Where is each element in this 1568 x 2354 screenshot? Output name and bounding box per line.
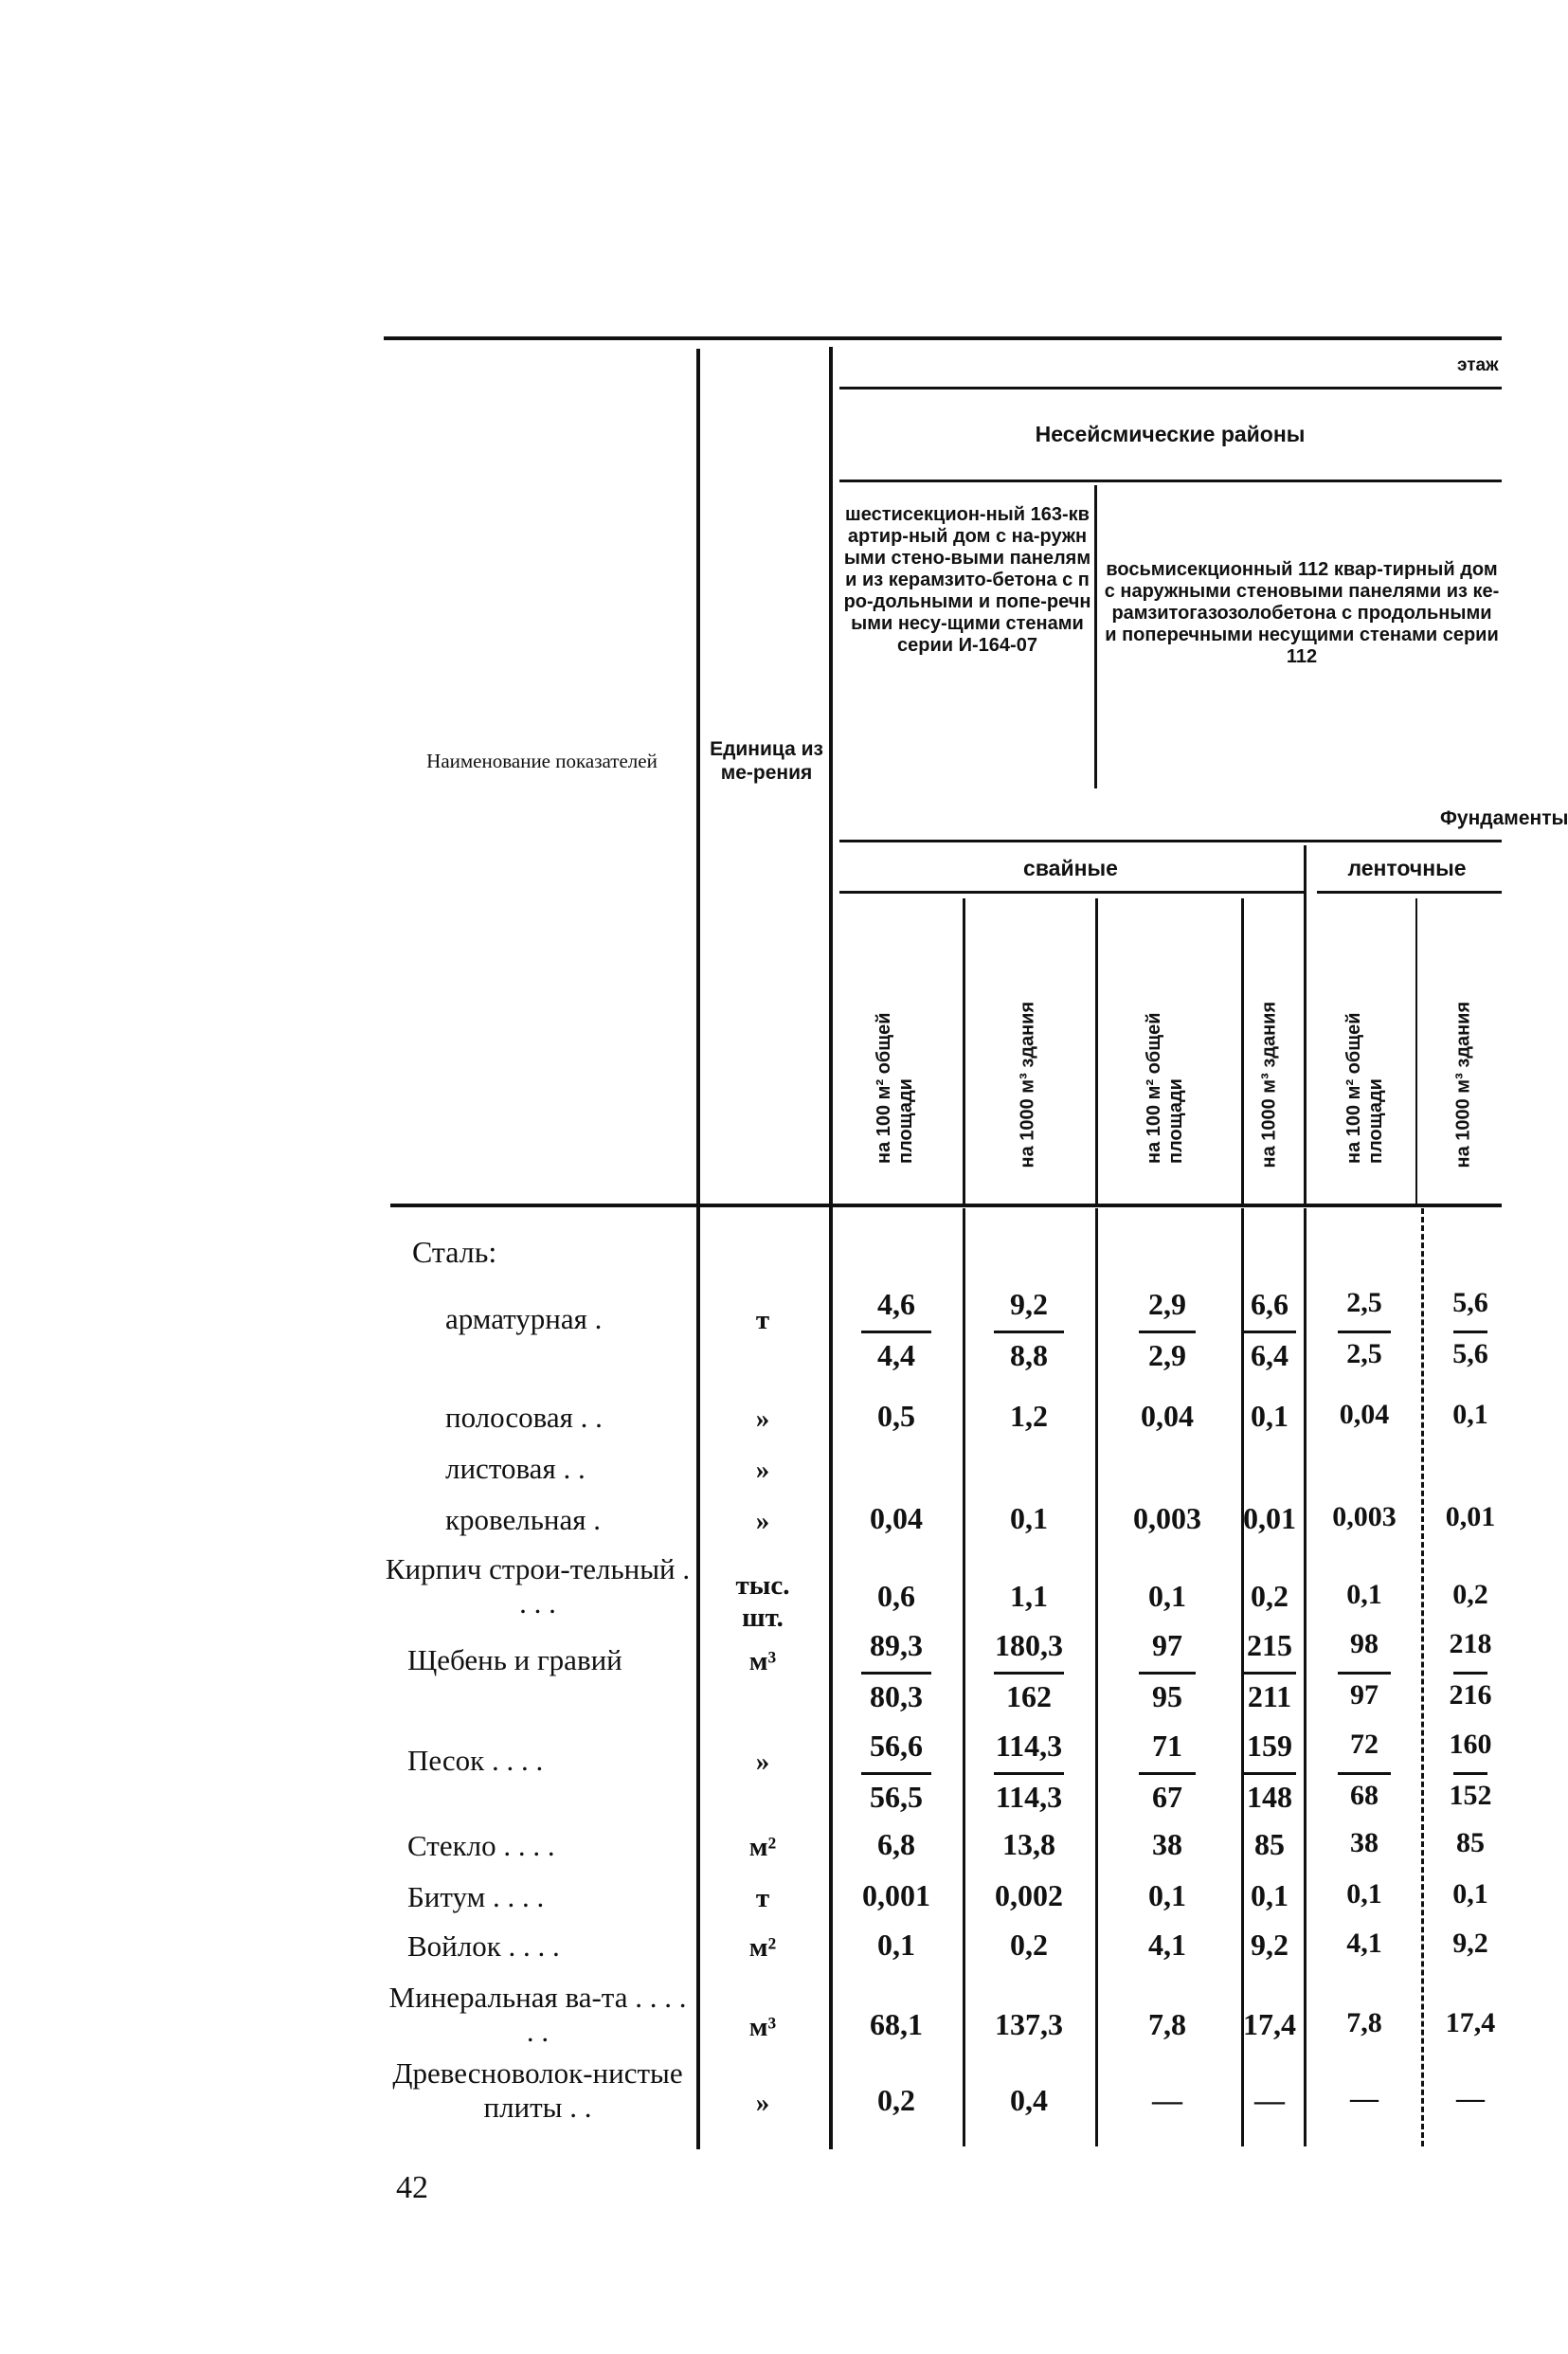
table-cell: — (1456, 2083, 1485, 2114)
row-name: листовая . . (445, 1452, 586, 1485)
rule-under-desc (839, 840, 1502, 842)
table-cell-denominator: 216 (1449, 1679, 1492, 1711)
col-unit-header: Единица изме-рения (710, 738, 823, 784)
table-cell: 0,001 (862, 1878, 930, 1912)
table-cell: 0,01 (1243, 1501, 1296, 1535)
desc-house-2: восьмисекционный 112 квар-тирный дом с наружными стеновыми панелями из ке-рамзитогазозолобетона с продольными и поперечными несущими стенами серии 112 (1104, 559, 1500, 667)
table-cell: — (1350, 2083, 1379, 2114)
table-cell: 0,1 (1452, 1878, 1488, 1910)
fraction-bar (861, 1772, 931, 1775)
table-cell: 2,5 (1346, 1287, 1382, 1318)
table-cell: 0,2 (1010, 1928, 1048, 1962)
rule-under-found-right (1317, 891, 1502, 894)
sub-divider-3 (1241, 898, 1244, 1205)
row-name: Щебень и гравий (407, 1643, 622, 1676)
table-cell: 0,4 (1010, 2083, 1048, 2117)
fraction-bar (1453, 1772, 1487, 1775)
col-unit-divider (829, 347, 833, 2149)
table-cell: 7,8 (1346, 2007, 1382, 2038)
table-cell: 0,2 (1251, 1579, 1289, 1613)
rule-under-region (839, 480, 1502, 482)
row-unit: т (755, 1883, 770, 1913)
table-cell: 218 (1449, 1628, 1492, 1659)
table-cell: 0,5 (877, 1399, 915, 1433)
row-unit: » (755, 2088, 770, 2118)
table-cell: 0,2 (877, 2083, 915, 2117)
row-name: Битум . . . . (407, 1880, 545, 1913)
table-cell: 0,1 (1346, 1878, 1382, 1910)
page-number: 42 (396, 2170, 428, 2205)
desc-divider (1094, 485, 1097, 788)
table-cell: 0,003 (1133, 1501, 1201, 1535)
table-cell-denominator: 56,5 (870, 1780, 923, 1814)
table-cell-denominator: 67 (1152, 1780, 1182, 1814)
table-cell: 4,6 (877, 1287, 915, 1321)
row-unit: » (755, 1455, 770, 1485)
table-cell-denominator: 5,6 (1452, 1338, 1488, 1369)
table-cell: 68,1 (870, 2007, 923, 2041)
table-cell: 0,002 (995, 1878, 1063, 1912)
table-cell: 17,4 (1243, 2007, 1296, 2041)
table-cell-denominator: 68 (1350, 1780, 1379, 1811)
table-cell: 0,003 (1332, 1501, 1397, 1532)
table-cell-denominator: 6,4 (1251, 1338, 1289, 1372)
table-cell: 0,1 (1148, 1878, 1186, 1912)
row-name: Минеральная ва-та . . . . . . (388, 1981, 687, 2048)
table-cell: 2,9 (1148, 1287, 1186, 1321)
rule-under-found-left (839, 891, 1304, 894)
fraction-bar (1338, 1672, 1391, 1675)
subhdr-vol-2: на 1000 м³ здания (1258, 1001, 1280, 1168)
table-cell: 38 (1350, 1827, 1379, 1858)
table-cell-denominator: 148 (1247, 1780, 1292, 1814)
row-unit: т (755, 1305, 770, 1335)
table-cell: 85 (1254, 1827, 1285, 1861)
row-name: Песок . . . . (407, 1744, 544, 1777)
table-cell: — (1152, 2083, 1182, 2117)
fraction-bar (861, 1331, 931, 1333)
table-cell: 1,1 (1010, 1579, 1048, 1613)
table-cell-denominator: 95 (1152, 1679, 1182, 1713)
table-cell: 0,04 (870, 1501, 923, 1535)
table-cell-denominator: 162 (1006, 1679, 1052, 1713)
table-cell: 0,1 (1452, 1399, 1488, 1430)
row-unit: м² (748, 1932, 777, 1963)
fraction-bar (1453, 1331, 1487, 1333)
col-name-header: Наименование показателей (426, 750, 658, 772)
table-cell: 89,3 (870, 1628, 923, 1662)
table-cell: 0,1 (1010, 1501, 1048, 1535)
body-divider-2 (1095, 1208, 1098, 2146)
fraction-bar (1139, 1331, 1196, 1333)
table-cell: 0,1 (877, 1928, 915, 1962)
table-cell: 98 (1350, 1628, 1379, 1659)
table-cell-denominator: 80,3 (870, 1679, 923, 1713)
subhdr-area-3: на 100 м² общей площади (1343, 1012, 1386, 1164)
table-cell: 180,3 (995, 1628, 1063, 1662)
row-name: Древесноволок-нистые плиты . . (392, 2056, 683, 2124)
sub-divider-4 (1415, 898, 1417, 1205)
table-cell-denominator: 152 (1449, 1780, 1492, 1811)
table-cell-denominator: 4,4 (877, 1338, 915, 1372)
fraction-bar (994, 1672, 1064, 1675)
row-unit: » (755, 1747, 770, 1777)
fraction-bar (1243, 1772, 1296, 1775)
pile-foundation-header: свайные (1023, 856, 1118, 880)
table-cell: 137,3 (995, 2007, 1063, 2041)
fraction-bar (1243, 1672, 1296, 1675)
body-divider-1 (963, 1208, 965, 2146)
table-cell: 85 (1456, 1827, 1485, 1858)
table-cell: 0,1 (1251, 1399, 1289, 1433)
table-cell: 114,3 (995, 1729, 1063, 1763)
rule-under-top (839, 387, 1502, 389)
foundation-cut-label: Фундаменты (1440, 807, 1568, 829)
sub-divider-2 (1095, 898, 1098, 1205)
table-cell: 160 (1449, 1729, 1492, 1760)
table-cell: 1,2 (1010, 1399, 1048, 1433)
table-cell: 0,6 (877, 1579, 915, 1613)
table-cell: 97 (1152, 1628, 1182, 1662)
col-name-divider (696, 349, 700, 2149)
table-cell: 17,4 (1445, 2007, 1496, 2038)
row-unit: м³ (748, 1646, 777, 1676)
fraction-bar (994, 1331, 1064, 1333)
table-cell: 0,04 (1339, 1399, 1390, 1430)
table-cell: 72 (1350, 1729, 1379, 1760)
fraction-bar (1338, 1331, 1391, 1333)
fraction-bar (1139, 1672, 1196, 1675)
header-bottom-rule (390, 1204, 1502, 1207)
table-cell-denominator: 211 (1247, 1679, 1292, 1713)
table-cell: 7,8 (1148, 2007, 1186, 2041)
row-name: Кирпич строи-тельный . . . . (385, 1552, 691, 1620)
strip-foundation-header: ленточные (1347, 856, 1467, 880)
row-name: полосовая . . (445, 1401, 603, 1434)
row-unit: тыс. шт. (735, 1570, 790, 1633)
fraction-bar (861, 1672, 931, 1675)
table-top-rule (384, 336, 1502, 340)
row-unit: » (755, 1403, 770, 1434)
table-cell: — (1254, 2083, 1285, 2117)
table-cell: 4,1 (1148, 1928, 1186, 1962)
row-unit: м² (748, 1832, 777, 1862)
top-cut-label: этаж (1457, 355, 1499, 375)
table-cell: 56,6 (870, 1729, 923, 1763)
table-cell: 215 (1247, 1628, 1292, 1662)
table-cell: 4,1 (1346, 1928, 1382, 1959)
table-cell: 5,6 (1452, 1287, 1488, 1318)
table-cell: 38 (1152, 1827, 1182, 1861)
table-cell: 71 (1152, 1729, 1182, 1763)
table-cell: 0,1 (1346, 1579, 1382, 1610)
subhdr-area-1: на 100 м² общей площади (874, 1012, 916, 1164)
table-cell: 159 (1247, 1729, 1292, 1763)
row-unit: » (755, 1506, 770, 1536)
fraction-bar (1453, 1672, 1487, 1675)
table-cell-denominator: 2,9 (1148, 1338, 1186, 1372)
fraction-bar (1139, 1772, 1196, 1775)
table-cell: 0,1 (1251, 1878, 1289, 1912)
found-divider (1304, 845, 1307, 1205)
section-steel: Сталь: (412, 1235, 497, 1269)
sub-divider-1 (963, 898, 965, 1205)
table-cell: 0,1 (1148, 1579, 1186, 1613)
row-name: Стекло . . . . (407, 1829, 555, 1862)
fraction-bar (1338, 1772, 1391, 1775)
fraction-bar (1243, 1331, 1296, 1333)
subhdr-vol-3: на 1000 м³ здания (1452, 1001, 1474, 1168)
fraction-bar (994, 1772, 1064, 1775)
row-name: Войлок . . . . (407, 1929, 560, 1963)
table-cell: 0,04 (1141, 1399, 1194, 1433)
row-name: арматурная . (445, 1302, 603, 1335)
desc-house-1: шестисекцион-ный 163-квартир-ный дом с на-ружными стено-выми панелями из керамзито-бетона с про-дольными и попе-речными несу-щими стенами серии И-164-07 (843, 504, 1091, 656)
table-cell: 9,2 (1452, 1928, 1488, 1959)
table-cell: 9,2 (1010, 1287, 1048, 1321)
row-unit: м³ (748, 2012, 777, 2042)
table-cell: 0,2 (1452, 1579, 1488, 1610)
table-cell-denominator: 114,3 (995, 1780, 1063, 1814)
row-name: кровельная . (445, 1503, 601, 1536)
table-cell: 9,2 (1251, 1928, 1289, 1962)
table-cell-denominator: 97 (1350, 1679, 1379, 1711)
subhdr-area-2: на 100 м² общей площади (1144, 1012, 1186, 1164)
subhdr-vol-1: на 1000 м³ здания (1017, 1001, 1038, 1168)
table-cell: 6,8 (877, 1827, 915, 1861)
table-cell: 0,01 (1445, 1501, 1496, 1532)
table-cell-denominator: 2,5 (1346, 1338, 1382, 1369)
table-cell-denominator: 8,8 (1010, 1338, 1048, 1372)
table-cell: 6,6 (1251, 1287, 1289, 1321)
region-header: Несейсмические районы (1035, 422, 1306, 446)
table-cell: 13,8 (1002, 1827, 1055, 1861)
